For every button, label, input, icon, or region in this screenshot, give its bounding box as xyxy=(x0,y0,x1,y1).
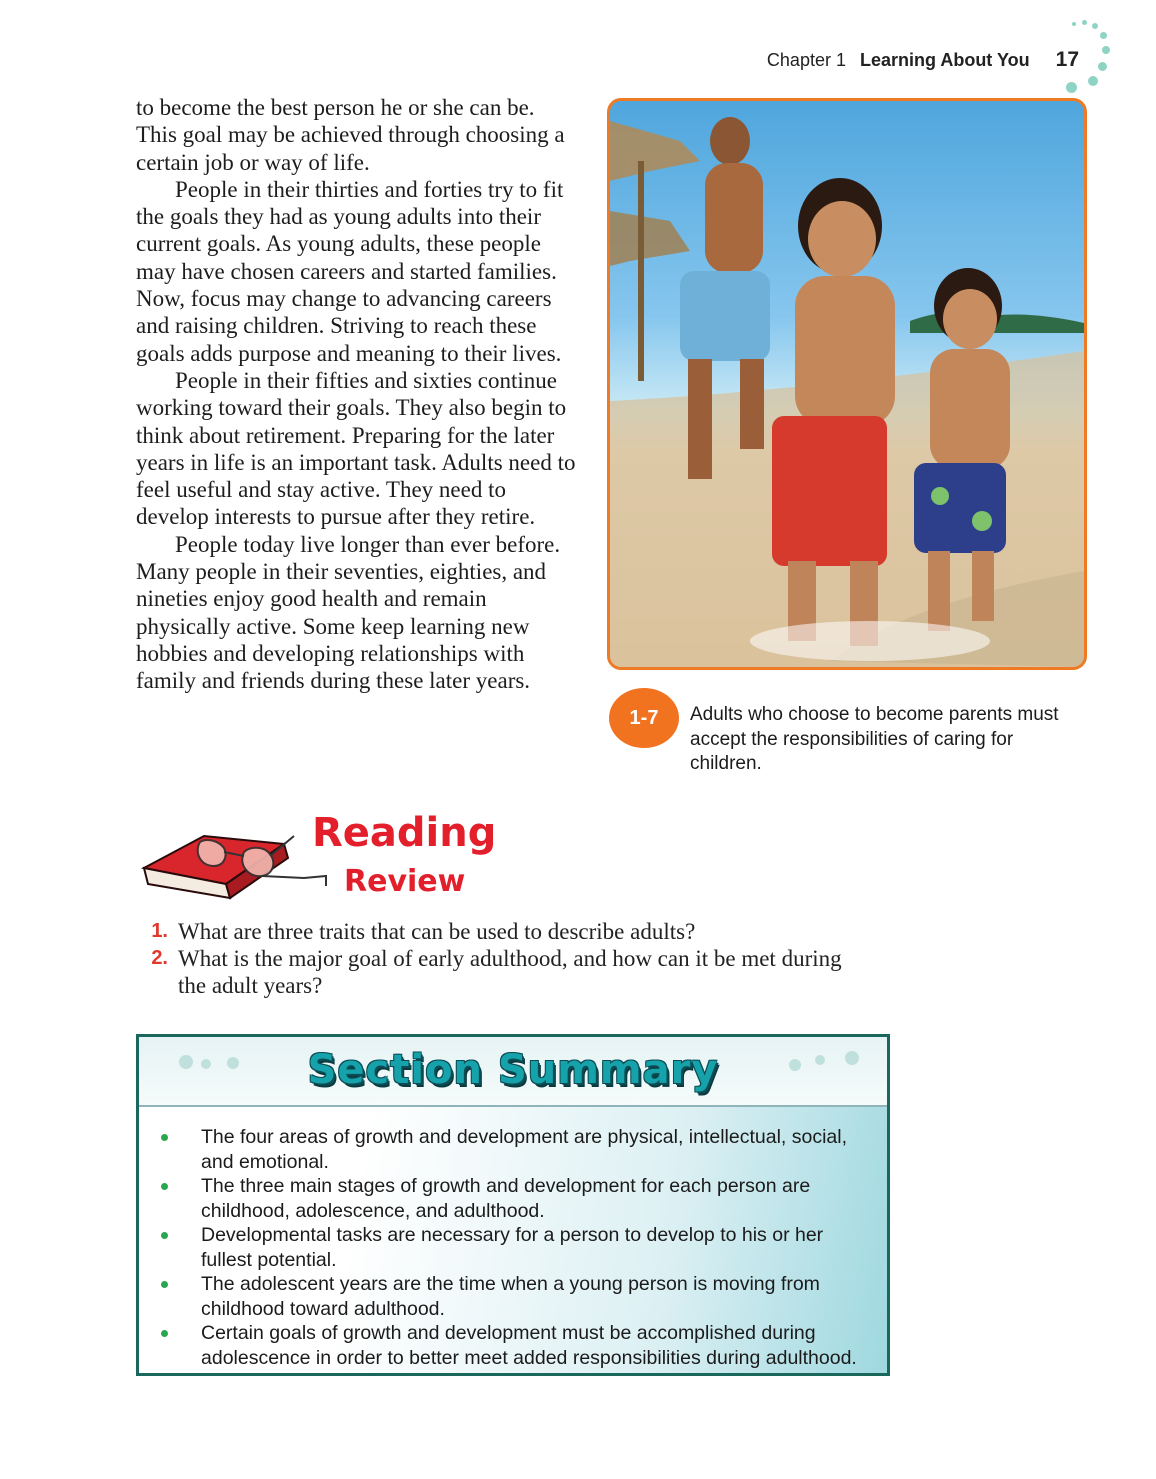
list-item xyxy=(159,1125,879,1174)
list-item xyxy=(159,1223,879,1272)
summary-item-text: The three main stages of growth and development for each person are childhood, adolescence, and adulthood. xyxy=(201,1175,811,1222)
body-text xyxy=(136,94,576,695)
question-item xyxy=(136,945,856,999)
question-text: What is the major goal of early adulthood, and how can it be met during the adult years? xyxy=(178,946,842,998)
reading-review-title-line1: Reading xyxy=(312,810,497,856)
figure-number-badge: 1-7 xyxy=(609,688,679,748)
summary-list xyxy=(159,1125,879,1370)
list-item xyxy=(159,1321,879,1370)
bullet-icon xyxy=(161,1281,168,1288)
paragraph: to become the best person he or she can be. This goal may be achieved through choosing a certain job or way of life. xyxy=(136,95,565,175)
book-glasses-icon xyxy=(134,822,330,902)
beach-family-photo xyxy=(607,98,1087,670)
list-item xyxy=(159,1272,879,1321)
bullet-icon xyxy=(161,1232,168,1239)
photo-illustration xyxy=(610,101,1084,667)
paragraph: People in their fifties and sixties continue working toward their goals. They also begin to think about retirement. Preparing for the later years in life is an important task. Adults need to feel useful and stay active. They need to develop interests to pursue after they retire. xyxy=(136,367,576,530)
list-item xyxy=(159,1174,879,1223)
summary-item-text: The adolescent years are the time when a young person is moving from childhood toward adulthood. xyxy=(201,1273,820,1320)
figure-caption: Adults who choose to become parents must accept the responsibilities of caring for children. xyxy=(690,704,1059,774)
paragraph: People in their thirties and forties try to fit the goals they had as young adults into their current goals. As young adults, these people may have chosen careers and started families. Now, focus may change to advancing careers and raising children. Striving to reach these goals adds purpose and meaning to their lives. xyxy=(136,176,564,366)
section-summary-box xyxy=(136,1034,890,1376)
bullet-icon xyxy=(161,1183,168,1190)
chapter-title: Learning About You xyxy=(859,50,1030,70)
question-text: What are three traits that can be used to describe adults? xyxy=(178,919,696,944)
summary-item-text: The four areas of growth and development are physical, intellectual, social, and emotional. xyxy=(201,1126,848,1173)
question-item xyxy=(136,918,856,945)
question-number: 2. xyxy=(151,947,168,969)
review-questions xyxy=(136,918,856,999)
section-summary-title: Section Summary xyxy=(307,1047,719,1093)
chapter-label: Chapter 1 xyxy=(766,50,846,70)
reading-review-title-line2: Review xyxy=(344,864,466,899)
question-number: 1. xyxy=(151,920,168,942)
summary-item-text: Certain goals of growth and development must be accomplished during adolescence in order to better meet added responsibilities during adulthood. xyxy=(201,1322,857,1369)
paragraph: People today live longer than ever before. Many people in their seventies, eighties, and nineties enjoy good health and remain physically active. Some keep learning new hobbies and developing relationships with family and friends during these later years. xyxy=(136,531,561,694)
page-number: 17 xyxy=(1055,48,1079,71)
summary-header xyxy=(139,1037,887,1107)
bullet-icon xyxy=(161,1134,168,1141)
summary-item-text: Developmental tasks are necessary for a person to develop to his or her fullest potential. xyxy=(201,1224,824,1271)
bullet-icon xyxy=(161,1330,168,1337)
running-header xyxy=(767,48,1079,72)
